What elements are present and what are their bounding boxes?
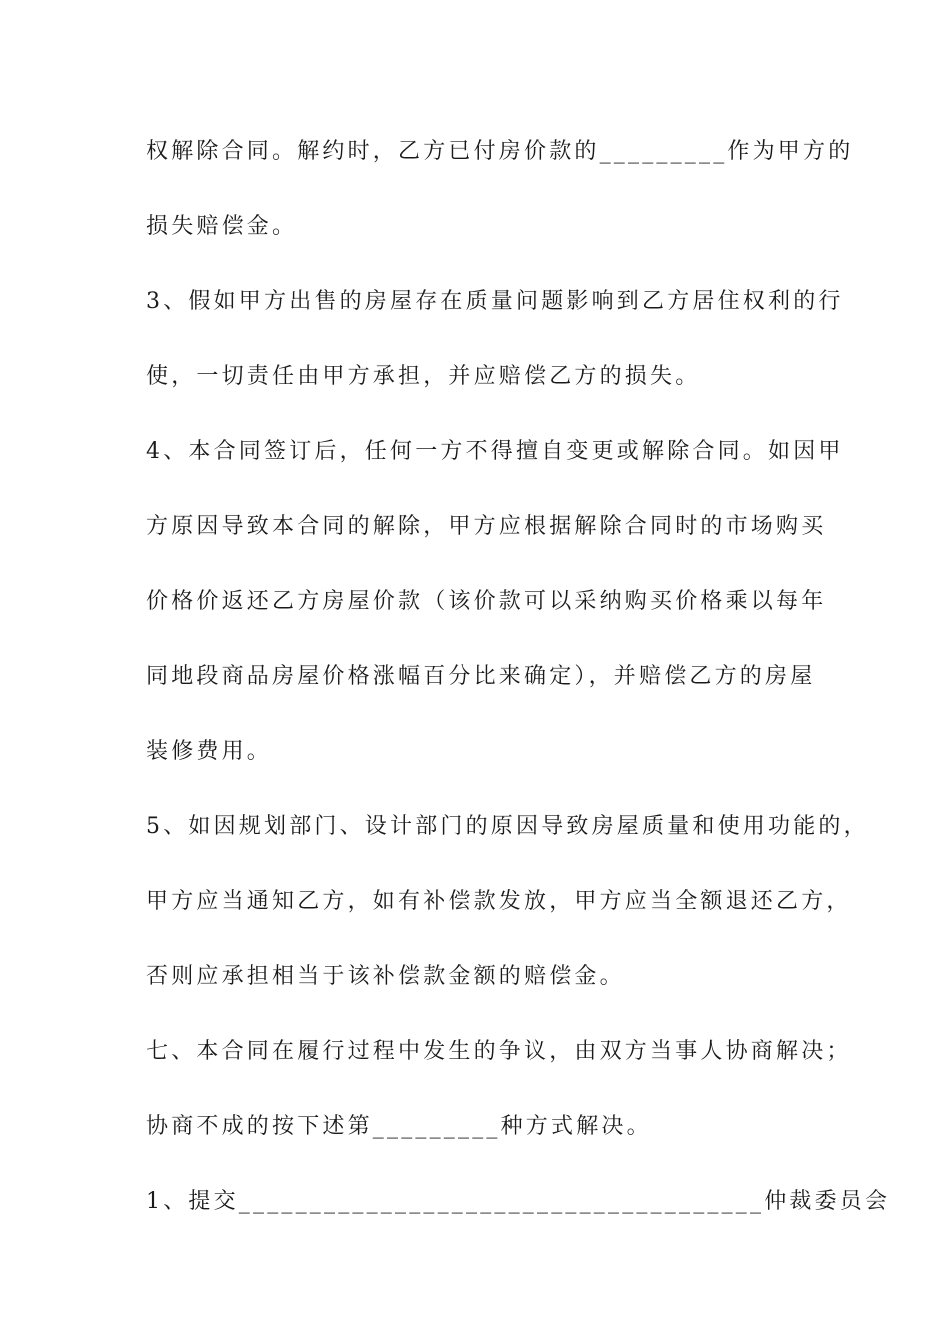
text-line: 否则应承担相当于该补偿款金额的赔偿金。 (146, 964, 625, 989)
text-line: 七、本合同在履行过程中发生的争议，由双方当事人协商解决； (146, 1039, 852, 1064)
text-line: 1、提交_____________________________________仲裁委员会 (146, 1189, 891, 1214)
text-line: 方原因导致本合同的解除，甲方应根据解除合同时的市场购买 (146, 514, 827, 539)
text-line: 装修费用。 (146, 739, 273, 764)
text-line: 3、假如甲方出售的房屋存在质量问题影响到乙方居住权利的行 (146, 289, 844, 314)
text-line: 5、如因规划部门、设计部门的原因导致房屋质量和使用功能的， (146, 814, 869, 839)
text-line: 协商不成的按下述第_________种方式解决。 (146, 1114, 652, 1139)
text-line: 甲方应当通知乙方，如有补偿款发放，甲方应当全额退还乙方， (146, 889, 852, 914)
text-line: 损失赔偿金。 (146, 214, 298, 239)
text-line: 同地段商品房屋价格涨幅百分比来确定），并赔偿乙方的房屋 (146, 664, 816, 689)
text-line: 使，一切责任由甲方承担，并应赔偿乙方的损失。 (146, 364, 701, 389)
text-line: 价格价返还乙方房屋价款（该价款可以采纳购买价格乘以每年 (146, 589, 827, 614)
text-line: 权解除合同。解约时，乙方已付房价款的_________作为甲方的 (146, 139, 854, 164)
text-line: 4、本合同签订后，任何一方不得擅自变更或解除合同。如因甲 (146, 439, 844, 464)
